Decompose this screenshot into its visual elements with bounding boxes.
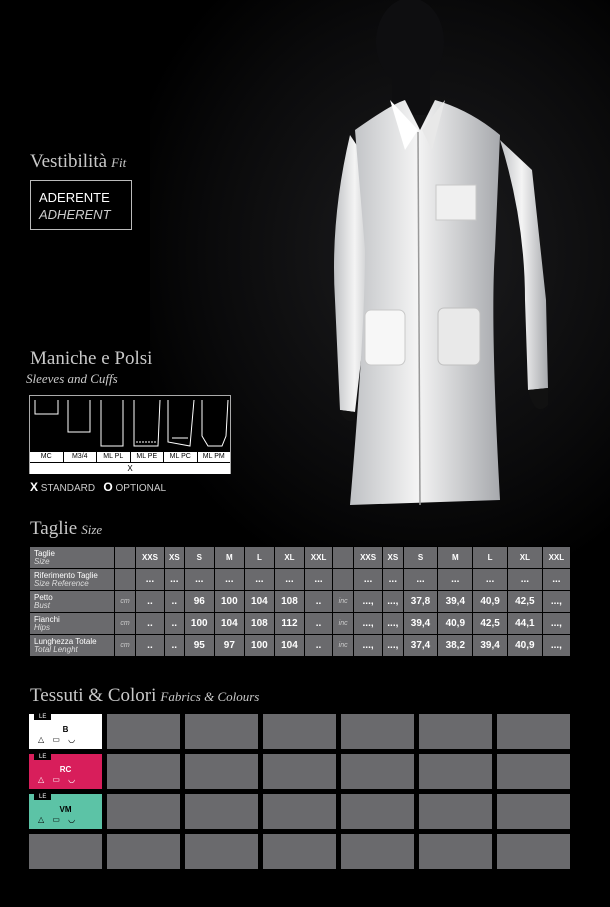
fabric-row bbox=[29, 834, 573, 869]
table-cell: 112 bbox=[274, 613, 304, 635]
sleeve-label: ML PM bbox=[202, 453, 225, 460]
fabric-placeholder bbox=[107, 834, 180, 869]
table-cell: .. bbox=[304, 635, 332, 657]
table-cell: 104 bbox=[244, 591, 274, 613]
table-cell: ..., bbox=[354, 635, 383, 657]
unit-cell: cm bbox=[115, 635, 136, 657]
sleeves-heading: Maniche e Polsi bbox=[30, 348, 153, 369]
sleeve-label: MC bbox=[30, 452, 64, 462]
table-cell: 100 bbox=[244, 635, 274, 657]
table-cell: .. bbox=[136, 635, 165, 657]
table-cell: ... bbox=[274, 569, 304, 591]
fabric-placeholder bbox=[263, 794, 336, 829]
size-title-en: Size bbox=[81, 522, 103, 537]
fabric-placeholder bbox=[185, 834, 258, 869]
unit-cell bbox=[115, 569, 136, 591]
fabric-placeholder bbox=[107, 714, 180, 749]
lab-coat-image bbox=[310, 0, 600, 520]
fabric-placeholder bbox=[419, 834, 492, 869]
table-cell: XXS bbox=[354, 547, 383, 569]
table-cell: .. bbox=[164, 591, 184, 613]
table-cell: XXL bbox=[542, 547, 570, 569]
table-cell: ... bbox=[383, 569, 404, 591]
row-label bbox=[30, 613, 115, 635]
table-row bbox=[30, 591, 571, 613]
fabric-placeholder bbox=[497, 754, 570, 789]
sleeve-label: ML PE bbox=[131, 452, 165, 462]
table-cell: ... bbox=[403, 569, 438, 591]
sleeve-label: ML PC bbox=[164, 452, 198, 462]
row-label bbox=[30, 569, 115, 591]
table-cell: .. bbox=[164, 635, 184, 657]
fabric-placeholder bbox=[341, 794, 414, 829]
table-cell: 40,9 bbox=[507, 635, 542, 657]
fabric-placeholder bbox=[185, 794, 258, 829]
legend-o-mark: O bbox=[103, 480, 113, 494]
fabric-placeholder bbox=[341, 714, 414, 749]
table-cell: S bbox=[184, 547, 214, 569]
table-cell: XXL bbox=[304, 547, 332, 569]
fabric-placeholder bbox=[185, 754, 258, 789]
fabric-row bbox=[29, 714, 573, 749]
table-row bbox=[30, 547, 571, 569]
table-cell: ..., bbox=[354, 591, 383, 613]
table-cell: 37,8 bbox=[403, 591, 438, 613]
table-cell: 39,4 bbox=[438, 591, 473, 613]
row-label-it: Fianchi bbox=[34, 614, 60, 624]
table-cell: ... bbox=[507, 569, 542, 591]
row-label-it: Lunghezza Totale bbox=[34, 636, 97, 646]
table-cell: ..., bbox=[354, 613, 383, 635]
fabric-placeholder bbox=[341, 834, 414, 869]
table-cell: 40,9 bbox=[438, 613, 473, 635]
fabric-placeholder bbox=[497, 714, 570, 749]
table-row bbox=[30, 569, 571, 591]
row-label-en: Bust bbox=[34, 600, 51, 610]
fabric-row bbox=[29, 754, 573, 789]
sleeve-labels bbox=[30, 452, 230, 462]
sleeve-label: M3/4 bbox=[64, 452, 98, 462]
table-cell: 40,9 bbox=[473, 591, 508, 613]
size-title: Taglie bbox=[30, 518, 78, 539]
fabric-placeholder bbox=[107, 754, 180, 789]
legend-x-mark: X bbox=[30, 480, 39, 494]
table-cell: ... bbox=[473, 569, 508, 591]
table-cell: ... bbox=[214, 569, 244, 591]
care-icons: △ ▭ ◡ bbox=[38, 815, 79, 824]
fit-value-it: ADERENTE bbox=[39, 190, 110, 205]
table-cell: XL bbox=[274, 547, 304, 569]
row-label-it: Petto bbox=[34, 592, 53, 602]
table-cell: XS bbox=[383, 547, 404, 569]
table-cell: ... bbox=[184, 569, 214, 591]
care-icons: △ ▭ ◡ bbox=[38, 735, 79, 744]
fit-title: Vestibilità bbox=[30, 151, 108, 172]
size-table bbox=[29, 546, 571, 657]
row-label bbox=[30, 547, 115, 569]
table-cell: 100 bbox=[214, 591, 244, 613]
unit-cell: cm bbox=[115, 591, 136, 613]
sleeve-label: ML PL bbox=[97, 452, 131, 462]
table-cell: L bbox=[473, 547, 508, 569]
table-cell: 42,5 bbox=[473, 613, 508, 635]
table-cell: 108 bbox=[244, 613, 274, 635]
size-heading bbox=[30, 518, 102, 540]
table-cell: 39,4 bbox=[473, 635, 508, 657]
unit-cell bbox=[333, 569, 354, 591]
fit-heading bbox=[30, 151, 126, 173]
row-label bbox=[30, 591, 115, 613]
fabric-placeholder bbox=[107, 794, 180, 829]
fabric-placeholder bbox=[263, 834, 336, 869]
table-cell: 108 bbox=[274, 591, 304, 613]
table-cell: .. bbox=[304, 591, 332, 613]
row-label-en: Total Lenght bbox=[34, 644, 78, 654]
row-label-en: Size bbox=[34, 556, 50, 566]
table-cell: 97 bbox=[214, 635, 244, 657]
table-cell: 100 bbox=[184, 613, 214, 635]
fabric-code: VM bbox=[59, 805, 72, 814]
fabric-tag: LE bbox=[34, 714, 51, 720]
care-icons: △ ▭ ◡ bbox=[38, 775, 79, 784]
unit-cell: cm bbox=[115, 613, 136, 635]
table-cell: 39,4 bbox=[403, 613, 438, 635]
fit-box bbox=[30, 180, 132, 230]
table-cell: M bbox=[438, 547, 473, 569]
fabrics-title: Tessuti & Colori bbox=[30, 685, 157, 706]
fabric-placeholder bbox=[29, 834, 102, 869]
table-cell: XXS bbox=[136, 547, 165, 569]
unit-cell: inc bbox=[333, 635, 354, 657]
table-cell: ..., bbox=[542, 613, 570, 635]
fabric-grid bbox=[29, 714, 573, 874]
sleeve-standard-mark: X bbox=[30, 462, 230, 474]
table-cell: 96 bbox=[184, 591, 214, 613]
fabric-placeholder bbox=[185, 714, 258, 749]
table-cell: ... bbox=[354, 569, 383, 591]
table-cell: 95 bbox=[184, 635, 214, 657]
table-cell: 37,4 bbox=[403, 635, 438, 657]
table-row bbox=[30, 613, 571, 635]
fabric-placeholder bbox=[341, 754, 414, 789]
row-label-en: Hips bbox=[34, 622, 51, 632]
fabric-tag: LE bbox=[34, 754, 51, 760]
fabric-code: RC bbox=[59, 765, 72, 774]
fit-value-en: ADHERENT bbox=[39, 207, 111, 222]
table-cell: S bbox=[403, 547, 438, 569]
table-cell: 104 bbox=[214, 613, 244, 635]
table-cell: XL bbox=[507, 547, 542, 569]
fabric-placeholder bbox=[263, 754, 336, 789]
sleeves-chart bbox=[29, 395, 231, 474]
unit-cell: inc bbox=[333, 591, 354, 613]
table-cell: ..., bbox=[542, 591, 570, 613]
table-cell: 44,1 bbox=[507, 613, 542, 635]
fabrics-title-en: Fabrics & Colours bbox=[160, 689, 260, 704]
row-label-it: Riferimento Taglie bbox=[34, 570, 98, 580]
table-cell: ... bbox=[164, 569, 184, 591]
fabric-placeholder bbox=[419, 794, 492, 829]
table-cell: ..., bbox=[383, 635, 404, 657]
sleeve-icons bbox=[30, 396, 230, 452]
row-label-it: Taglie bbox=[34, 548, 55, 558]
fabric-swatch[interactable] bbox=[29, 754, 102, 789]
table-row bbox=[30, 635, 571, 657]
fabric-tag: LE bbox=[34, 794, 51, 800]
table-cell: 38,2 bbox=[438, 635, 473, 657]
table-cell: ... bbox=[304, 569, 332, 591]
table-cell: ... bbox=[136, 569, 165, 591]
fit-title-en: Fit bbox=[111, 155, 127, 170]
table-cell: ..., bbox=[542, 635, 570, 657]
table-cell: .. bbox=[304, 613, 332, 635]
fabric-placeholder bbox=[497, 794, 570, 829]
table-cell: 42,5 bbox=[507, 591, 542, 613]
table-cell: .. bbox=[136, 591, 165, 613]
sleeves-subtitle: Sleeves and Cuffs bbox=[26, 371, 118, 386]
unit-cell: inc bbox=[333, 613, 354, 635]
table-cell: .. bbox=[164, 613, 184, 635]
table-cell: .. bbox=[136, 613, 165, 635]
fabric-swatch[interactable] bbox=[29, 714, 102, 749]
unit-cell bbox=[333, 547, 354, 569]
table-cell: ..., bbox=[383, 591, 404, 613]
table-cell: ... bbox=[542, 569, 570, 591]
fabrics-heading bbox=[30, 685, 259, 707]
fabric-placeholder bbox=[419, 754, 492, 789]
table-cell: 104 bbox=[274, 635, 304, 657]
table-cell: L bbox=[244, 547, 274, 569]
fabric-placeholder bbox=[263, 714, 336, 749]
table-cell: M bbox=[214, 547, 244, 569]
fabric-row bbox=[29, 794, 573, 829]
table-cell: ..., bbox=[383, 613, 404, 635]
fabric-placeholder bbox=[419, 714, 492, 749]
table-cell: XS bbox=[164, 547, 184, 569]
fabric-placeholder bbox=[497, 834, 570, 869]
legend-optional: OPTIONAL bbox=[115, 483, 167, 494]
fabric-swatch[interactable] bbox=[29, 794, 102, 829]
fabric-code: B bbox=[62, 725, 69, 734]
row-label-en: Size Reference bbox=[34, 578, 89, 588]
legend-standard: STANDARD bbox=[40, 483, 96, 494]
table-cell: ... bbox=[244, 569, 274, 591]
row-label bbox=[30, 635, 115, 657]
sleeves-legend bbox=[30, 480, 166, 494]
table-cell: ... bbox=[438, 569, 473, 591]
unit-cell bbox=[115, 547, 136, 569]
